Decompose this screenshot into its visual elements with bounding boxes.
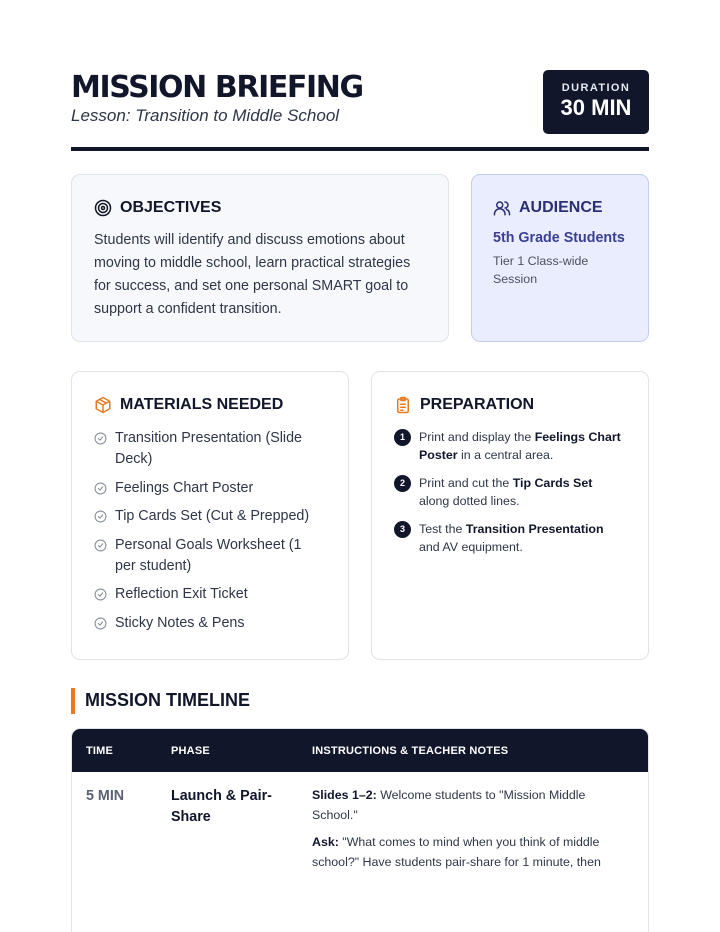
step-text-pre: Print and display the (419, 430, 535, 444)
step-text-post: along dotted lines. (419, 494, 520, 508)
material-label: Reflection Exit Ticket (115, 586, 248, 602)
step-text-post: and AV equipment. (419, 540, 523, 554)
materials-title: MATERIALS NEEDED (120, 396, 284, 413)
clipboard-list-icon (394, 396, 412, 414)
target-icon (94, 199, 112, 217)
objectives-title: OBJECTIVES (120, 199, 222, 216)
materials-list (94, 428, 326, 634)
step-number: 1 (394, 429, 411, 446)
material-item (94, 506, 326, 527)
note-item (312, 833, 624, 872)
check-circle-icon (94, 510, 107, 523)
users-icon (493, 199, 511, 217)
step-text-pre: Test the (419, 522, 466, 536)
material-label: Tip Cards Set (Cut & Prepped) (115, 508, 310, 524)
audience-heading (493, 199, 627, 217)
note-text: "What comes to mind when you think of middle school?" Have students pair-share for 1 minute, then (312, 835, 601, 869)
step-text (419, 428, 626, 464)
header (71, 70, 649, 126)
material-label: Sticky Notes & Pens (115, 614, 245, 631)
note-item (312, 786, 624, 825)
check-circle-icon (94, 617, 107, 630)
prep-step (394, 520, 626, 556)
step-text (419, 520, 626, 556)
preparation-heading (394, 396, 626, 414)
header-time: TIME (86, 745, 114, 757)
row-time: 5 MIN (86, 788, 125, 804)
table-header (72, 729, 648, 772)
row-phase: Launch & Pair-Share (171, 788, 272, 825)
material-item (94, 478, 326, 499)
note-label: Ask: (312, 835, 339, 849)
check-circle-icon (94, 539, 107, 552)
step-number: 2 (394, 475, 411, 492)
audience-title: AUDIENCE (519, 199, 603, 216)
preparation-card (371, 371, 649, 660)
audience-card (471, 174, 649, 342)
materials-card (71, 371, 349, 660)
duration-badge (543, 70, 649, 134)
objectives-heading (94, 199, 426, 217)
step-text-pre: Print and cut the (419, 476, 513, 490)
header-notes: INSTRUCTIONS & TEACHER NOTES (312, 745, 509, 757)
material-label: Feelings Chart Poster (115, 479, 254, 496)
material-item (94, 584, 326, 605)
row-notes (312, 786, 624, 880)
step-text-post: in a central area. (457, 448, 554, 462)
material-item (94, 613, 326, 634)
material-item (94, 535, 326, 577)
prep-step (394, 428, 626, 464)
objectives-card (71, 174, 449, 342)
check-circle-icon (94, 432, 107, 445)
header-divider (71, 147, 649, 151)
material-label: Transition Presentation (Slide Deck) (115, 430, 303, 467)
timeline-table (71, 728, 649, 932)
package-icon (94, 396, 112, 414)
check-circle-icon (94, 588, 107, 601)
preparation-list (394, 428, 626, 556)
materials-heading (94, 396, 326, 414)
step-text (419, 474, 626, 510)
prep-step (394, 474, 626, 510)
page-title: MISSION BRIEFING (71, 70, 363, 105)
step-number: 3 (394, 521, 411, 538)
step-text-bold: Feelings Chart Poster (419, 430, 621, 462)
material-item (94, 428, 326, 470)
duration-value: 30 MIN (560, 95, 632, 120)
audience-grade: 5th Grade Students (493, 230, 625, 246)
objectives-text: Students will identify and discuss emotions about moving to middle school, learn practical strategies for success, and set one personal SMART goal to support a confident transition. (94, 232, 411, 317)
duration-label: DURATION (561, 82, 631, 94)
check-circle-icon (94, 482, 107, 495)
preparation-title: PREPARATION (420, 396, 535, 413)
timeline-title: MISSION TIMELINE (71, 688, 250, 714)
lesson-subtitle: Lesson: Transition to Middle School (71, 106, 340, 125)
step-text-bold: Tip Cards Set (512, 476, 593, 490)
step-text-bold: Transition Presentation (465, 522, 604, 536)
header-phase: PHASE (171, 745, 210, 757)
note-text: Welcome students to "Mission Middle School." (312, 788, 586, 822)
material-label: Personal Goals Worksheet (1 per student) (115, 536, 302, 574)
audience-session: Tier 1 Class-wide Session (493, 254, 589, 286)
note-label: Slides 1–2: (312, 788, 377, 802)
